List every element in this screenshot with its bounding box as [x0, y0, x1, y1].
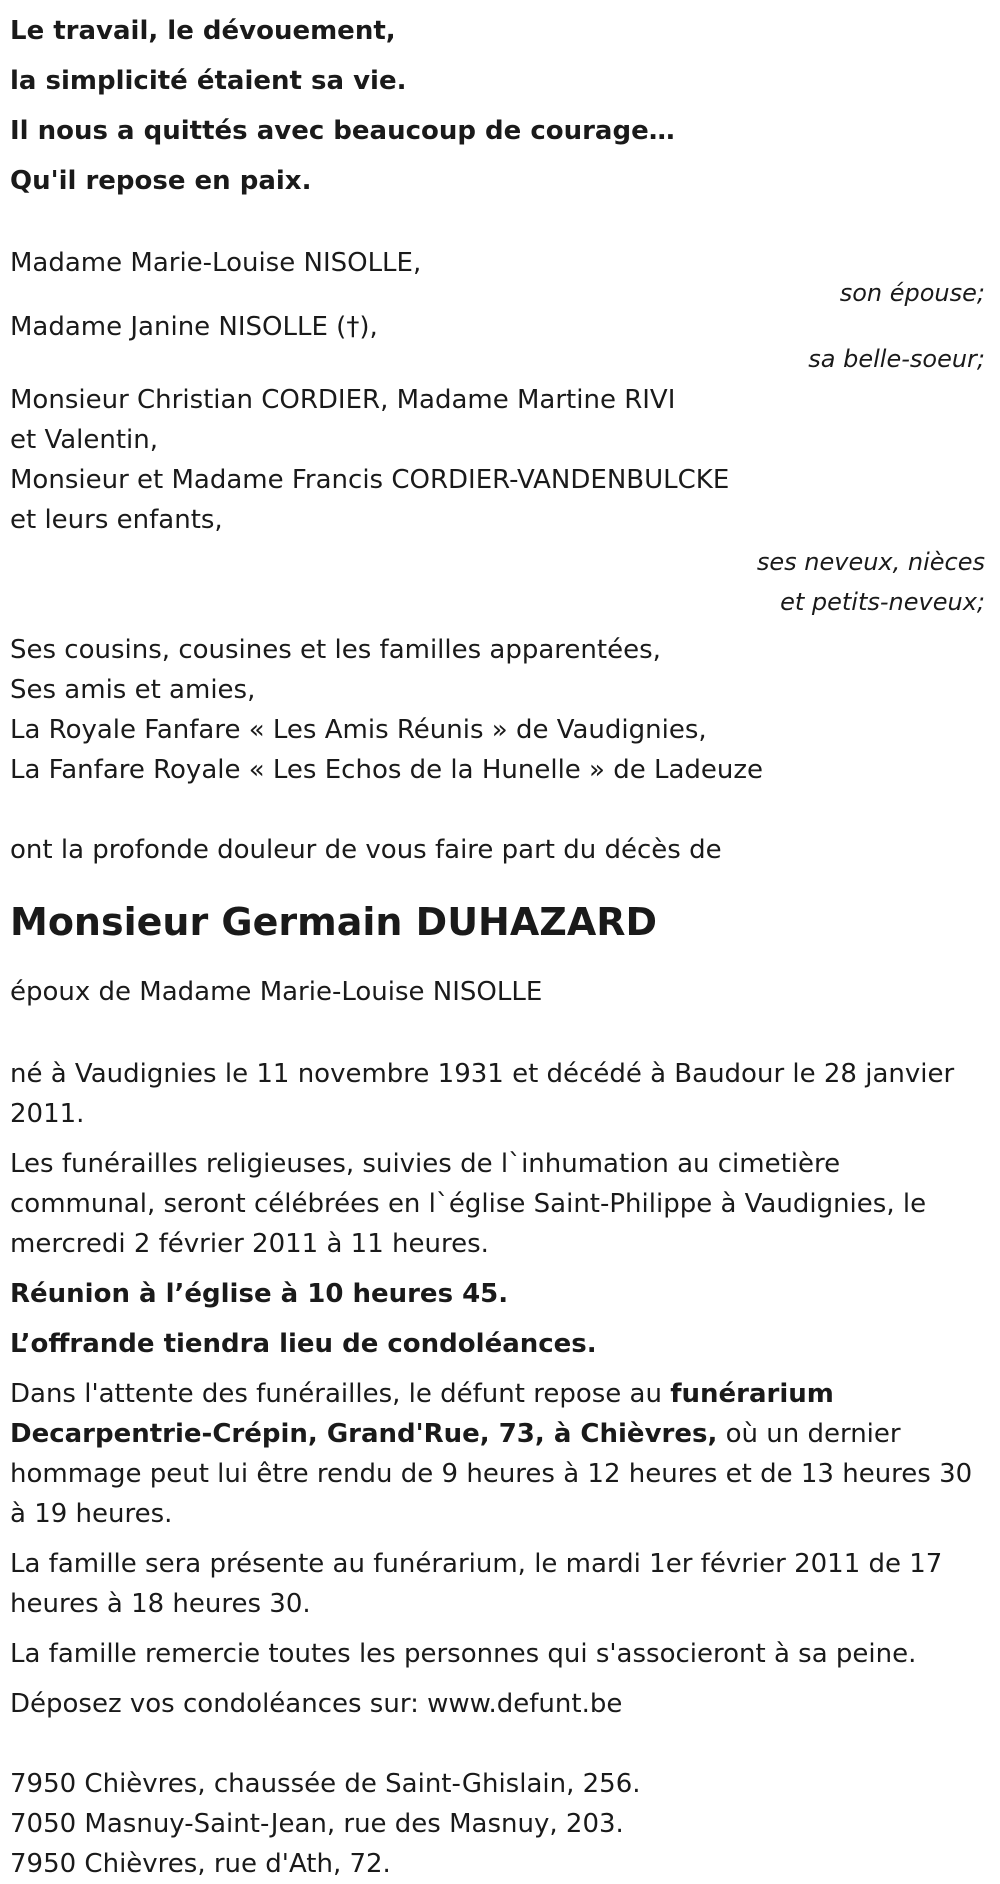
quote-line: la simplicité étaient sa vie.: [10, 66, 407, 96]
spouse-of-text: époux de Madame Marie-Louise NISOLLE: [10, 977, 543, 1007]
address-line: 7050 Masnuy-Saint-Jean, rue des Masnuy, 203.: [10, 1809, 624, 1839]
family-list: [10, 246, 990, 790]
deceased-name: Monsieur Germain DUHAZARD: [10, 900, 658, 944]
rest-place-paragraph: [10, 1374, 985, 1534]
address-line: 7950 Chièvres, chaussée de Saint-Ghislain, 256.: [10, 1769, 641, 1799]
nephew-line: Monsieur et Madame Francis CORDIER-VANDENBULCKE: [10, 465, 730, 495]
others-line: Ses cousins, cousines et les familles apparentées,: [10, 635, 661, 665]
quote-line: Il nous a quittés avec beaucoup de courage…: [10, 116, 675, 146]
birth-death-text: né à Vaudignies le 11 novembre 1931 et décédé à Baudour le 28 janvier 2011.: [10, 1059, 955, 1129]
quote-line: Le travail, le dévouement,: [10, 16, 396, 46]
address-list: [10, 1764, 990, 1884]
nephew-line: et leurs enfants,: [10, 505, 223, 535]
sister-in-law-name: Madame Janine NISOLLE (†),: [10, 312, 378, 342]
ceremony-text: Les funérailles religieuses, suivies de l`inhumation au cimetière communal, seront célébrées en l`église Saint-Philippe à Vaudignies, le mercredi 2 février 2011 à 11 heures.: [10, 1149, 927, 1259]
sister-in-law-relation: sa belle-soeur;: [808, 345, 985, 373]
others-line: La Fanfare Royale « Les Echos de la Hunelle » de Ladeuze: [10, 755, 764, 785]
nephew-line: Monsieur Christian CORDIER, Madame Martine RIVI: [10, 385, 676, 415]
thanks-text: La famille remercie toutes les personnes qui s'associeront à sa peine.: [10, 1639, 917, 1669]
spouse-name: Madame Marie-Louise NISOLLE,: [10, 248, 422, 278]
epitaph-quote: [10, 6, 990, 206]
announcement-text: ont la profonde douleur de vous faire part du décès de: [10, 835, 722, 865]
meeting-text: Réunion à l’église à 10 heures 45.: [10, 1279, 509, 1309]
condolences-text: Déposez vos condoléances sur: www.defunt.be: [10, 1689, 623, 1719]
rest-intro: Dans l'attente des funérailles, le défunt repose au: [10, 1379, 671, 1409]
family-presence-text: La famille sera présente au funérarium, le mardi 1er février 2011 de 17 heures à 18 heures 30.: [10, 1549, 943, 1619]
address-line: 7950 Chièvres, rue d'Ath, 72.: [10, 1849, 391, 1879]
nephew-line: et Valentin,: [10, 425, 159, 455]
others-line: Ses amis et amies,: [10, 675, 256, 705]
funerarium-address: funérarium Decarpentrie-Crépin, Grand'Rue, 73, à Chièvres,: [10, 1379, 834, 1449]
others-line: La Royale Fanfare « Les Amis Réunis » de Vaudignies,: [10, 715, 707, 745]
nephews-relation: et petits-neveux;: [780, 588, 985, 616]
rest-outro: où un dernier hommage peut lui être rendu de 9 heures à 12 heures et de 13 heures 30 à 19 heures.: [10, 1419, 973, 1529]
quote-line: Qu'il repose en paix.: [10, 166, 312, 196]
spouse-relation: son épouse;: [839, 279, 985, 307]
offering-text: L’offrande tiendra lieu de condoléances.: [10, 1329, 597, 1359]
nephews-relation: ses neveux, nièces: [756, 548, 985, 576]
